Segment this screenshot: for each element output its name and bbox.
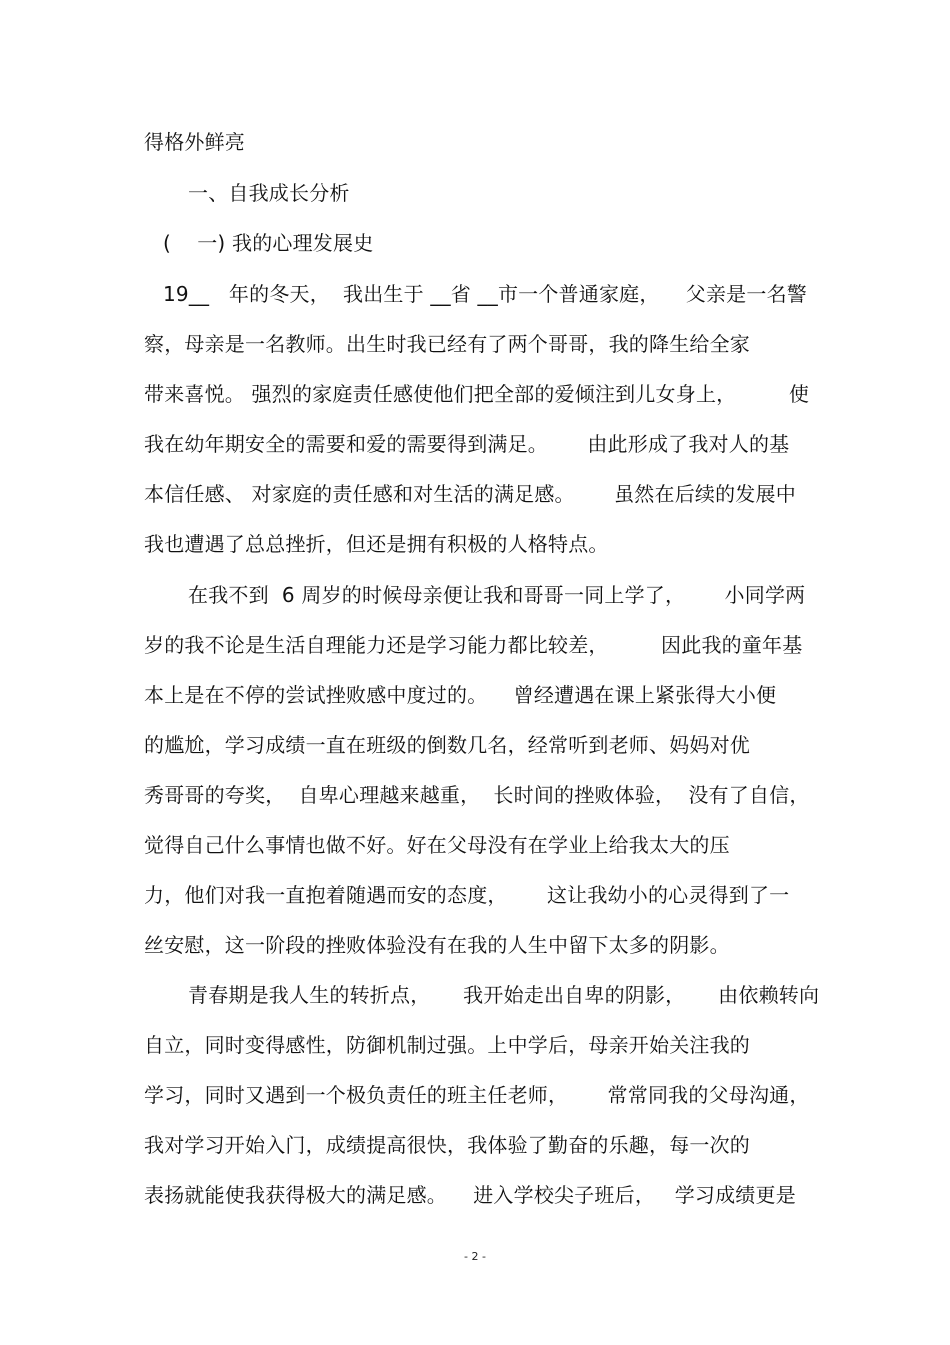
- text-line: 得格外鲜亮: [144, 130, 245, 154]
- text-line: 我在幼年期安全的需要和爱的需要得到满足。 由此形成了我对人的基: [144, 432, 790, 456]
- page-number: - 2 -: [464, 1250, 486, 1263]
- text-line: 丝安慰，这一阶段的挫败体验没有在我的人生中留下太多的阴影。: [144, 933, 730, 957]
- text-line: 19__ 年的冬天， 我出生于 __省 __市一个普通家庭， 父亲是一名警: [163, 282, 807, 306]
- text-line: 本信任感、 对家庭的责任感和对生活的满足感。 虽然在后续的发展中: [144, 482, 796, 506]
- text-line: 我也遭遇了总总挫折，但还是拥有积极的人格特点。: [144, 532, 609, 556]
- text-line: 我对学习开始入门，成绩提高很快，我体验了勤奋的乐趣，每一次的: [144, 1133, 750, 1157]
- text-line: 青春期是我人生的转折点， 我开始走出自卑的阴影， 由依赖转向: [188, 983, 820, 1007]
- text-line: 岁的我不论是生活自理能力还是学习能力都比较差， 因此我的童年基: [144, 633, 803, 657]
- text-line: 自立，同时变得感性，防御机制过强。上中学后，母亲开始关注我的: [144, 1033, 750, 1057]
- text-line: 力，他们对我一直抱着随遇而安的态度， 这让我幼小的心灵得到了一: [144, 883, 790, 907]
- text-line: 察，母亲是一名教师。出生时我已经有了两个哥哥，我的降生给全家: [144, 332, 750, 356]
- subsection-heading: ( 一) 我的心理发展史: [163, 231, 374, 255]
- text-line: 秀哥哥的夸奖， 自卑心理越来越重， 长时间的挫败体验， 没有了自信，: [144, 783, 810, 807]
- text-line: 带来喜悦。 强烈的家庭责任感使他们把全部的爱倾注到儿女身上， 使: [144, 382, 810, 406]
- text-line: 觉得自己什么事情也做不好。好在父母没有在学业上给我太大的压: [144, 833, 730, 857]
- text-line: 学习，同时又遇到一个极负责任的班主任老师， 常常同我的父母沟通，: [144, 1083, 810, 1107]
- text-line: 本上是在不停的尝试挫败感中度过的。 曾经遭遇在课上紧张得大小便: [144, 683, 777, 707]
- text-line: 的尴尬，学习成绩一直在班级的倒数几名，经常听到老师、妈妈对优: [144, 733, 750, 757]
- text-line: 在我不到 6 周岁的时候母亲便让我和哥哥一同上学了， 小同学两: [188, 583, 806, 607]
- section-heading: 一、自我成长分析: [188, 181, 350, 205]
- text-line: 表扬就能使我获得极大的满足感。 进入学校尖子班后， 学习成绩更是: [144, 1183, 796, 1207]
